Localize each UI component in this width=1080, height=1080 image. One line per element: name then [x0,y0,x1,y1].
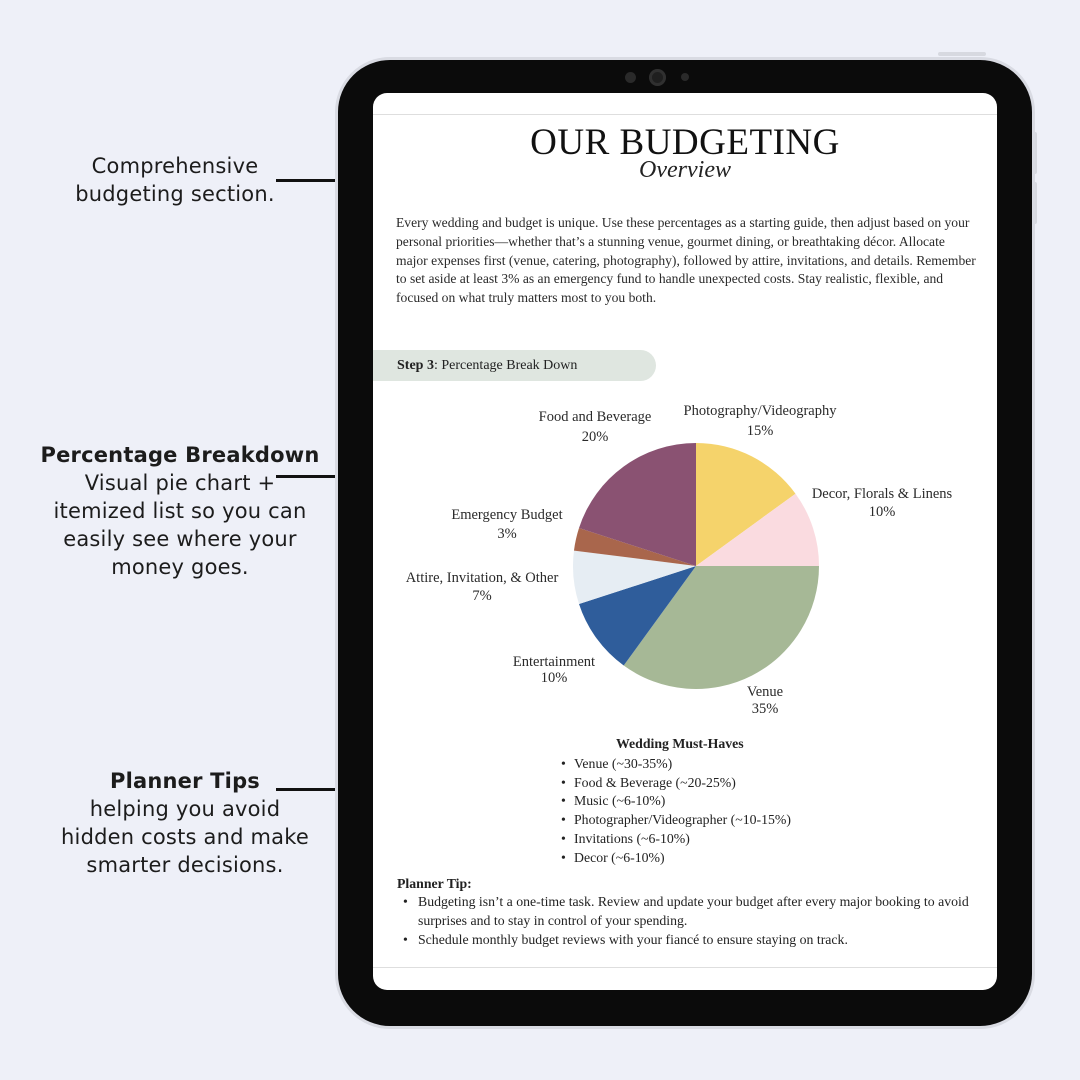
planner-tip-section [397,875,977,949]
volume-down-button [1033,182,1037,224]
callout-planner-tips [40,767,330,879]
list-item: • Food & Beverage (~20-25%) [574,774,791,793]
slice-value-label: 3% [497,526,517,542]
list-item: • Invitations (~6-10%) [574,830,791,849]
slice-name-label: Venue [746,684,784,700]
slice-value-label: 35% [751,701,779,717]
list-item: • Schedule monthly budget reviews with your fiancé to ensure staying on track. [418,931,977,950]
slice-value-label: 10% [868,504,896,520]
slice-name-label: Decor, Florals & Linens [811,486,953,502]
step-text: : Percentage Break Down [433,358,578,373]
callout-text: Visual pie chart + itemized list so you can easily see where your money goes. [53,471,307,579]
slice-name-label: Emergency Budget [451,507,563,523]
power-button [938,52,986,56]
callout-text: helping you avoid hidden costs and make smarter decisions. [61,797,309,877]
planner-tip-title: Planner Tip: [397,876,472,891]
slice-name-label: Food and Beverage [538,409,652,425]
slice-value-label: 7% [472,588,492,604]
slice-value-label: 15% [746,423,774,439]
callout-title: Planner Tips [109,769,261,793]
slice-value-label: 10% [540,670,568,686]
slice-name-label: Entertainment [512,654,596,670]
page-title: OUR BUDGETING [530,122,840,163]
camera-icon [649,69,666,86]
list-item: • Music (~6-10%) [574,792,791,811]
tablet-screen [373,93,997,990]
list-item: • Decor (~6-10%) [574,849,791,868]
list-item: • Photographer/Videographer (~10-15%) [574,811,791,830]
step-label: Step 3 [397,358,434,373]
callout-text: Comprehensive budgeting section. [75,154,275,206]
page-subtitle: Overview [639,157,731,183]
slice-name-label: Photography/Videography [683,403,837,419]
slice-name-label: Attire, Invitation, & Other [405,570,559,586]
slice-value-label: 20% [581,429,609,445]
callout-title: Percentage Breakdown [40,443,320,467]
sensor-icon [625,72,636,83]
must-haves-title: Wedding Must-Haves [616,736,744,751]
volume-up-button [1033,132,1037,174]
callout-budgeting-section [50,152,300,208]
intro-paragraph: Every wedding and budget is unique. Use these percentages as a starting guide, then adjust based on your personal priorities—whether that’s a stunning venue, gourmet dining, or breathtaking décor. Allocate major expenses first (venue, catering, photography), followed by attire, invitations, and details. Remember to set aside at least 3% as an emergency fund to handle unexpected costs. Stay realistic, flexible, and focused on what truly matters most to you both. [396,215,976,306]
callout-percentage-breakdown [30,441,330,581]
planner-tip-list [397,893,977,949]
sensor-icon [681,73,689,81]
must-haves-list [559,755,791,867]
list-item: • Budgeting isn’t a one-time task. Review and update your budget after every major booking to avoid surprises and to stay in control of your spending. [418,893,977,931]
list-item: • Venue (~30-35%) [574,755,791,774]
